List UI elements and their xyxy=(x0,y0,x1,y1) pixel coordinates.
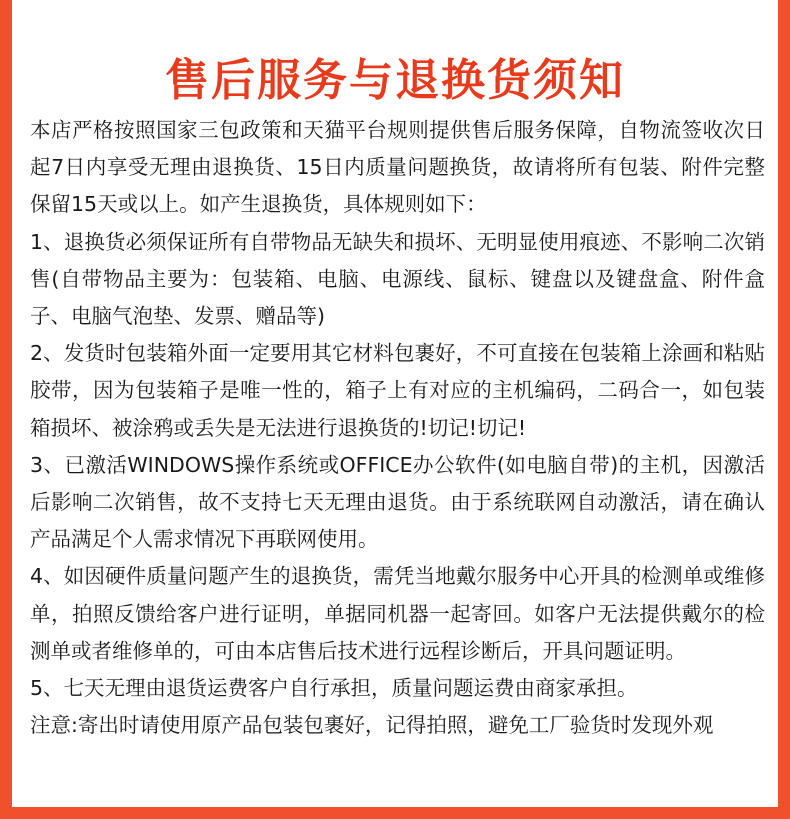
rule-3-paragraph: 3、已激活WINDOWS操作系统或OFFICE办公软件(如电脑自带)的主机，因激活后影响二次销售，故不支持七天无理由退货。由于系统联网自动激活，请在确认产品满足个人需求情况下再联网使用。 xyxy=(30,452,765,552)
rule-2-paragraph: 2、发货时包装箱外面一定要用其它材料包裹好，不可直接在包装箱上涂画和粘贴胶带，因为包装箱子是唯一性的，箱子上有对应的主机编码，二码合一，如包装箱损坏、被涂鸦或丢失是无法进行退换货的!切记!切记! xyxy=(30,341,765,440)
notice-body xyxy=(30,112,765,744)
rule-4-paragraph: 4、如因硬件质量问题产生的退换货，需凭当地戴尔服务中心开具的检测单或维修单，拍照反馈给客户进行证明，单据同机器一起寄回。如客户无法提供戴尔的检测单或者维修单的，可由本店售后技术进行远程诊断后，开具问题证明。 xyxy=(30,564,765,663)
rule-1-paragraph: 1、退换货必须保证所有自带物品无缺失和损坏、无明显使用痕迹、不影响二次销售(自带物品主要为：包装箱、电脑、电源线、鼠标、键盘以及键盘盒、附件盒子、电脑气泡垫、发票、赠品等) xyxy=(30,229,765,329)
page-title: 售后服务与退换货须知 xyxy=(165,55,625,107)
intro-paragraph: 本店严格按照国家三包政策和天猫平台规则提供售后服务保障，自物流签收次日起7日内享受无理由退换货、15日内质量问题换货，故请将所有包装、附件完整保留15天或以上。如产生退换货，具体规则如下： xyxy=(30,118,765,217)
note-paragraph: 注意:寄出时请使用原产品包装包裹好，记得拍照，避免工厂验货时发现外观 xyxy=(30,713,714,738)
rule-5-paragraph: 5、七天无理由退货运费客户自行承担，质量问题运费由商家承担。 xyxy=(30,676,638,701)
